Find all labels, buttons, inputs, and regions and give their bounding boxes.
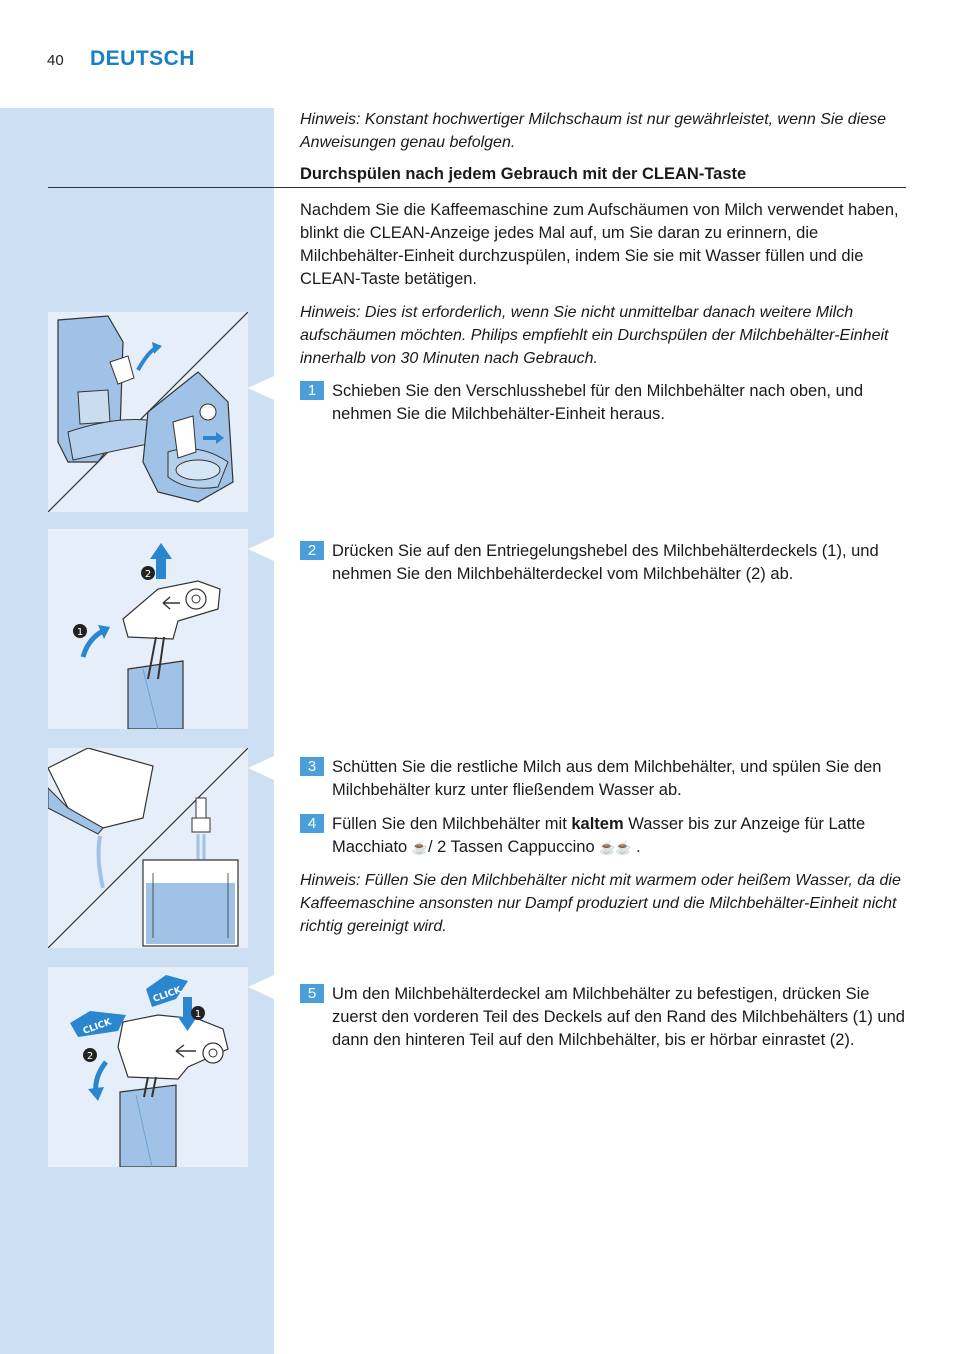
fig4-label-2: 2: [86, 1051, 94, 1062]
body-paragraph: Nachdem Sie die Kaffeemaschine zum Aufschäumen von Milch verwendet haben, blinkt die CLEAN-Anzeige jedes Mal auf, um Sie daran zu erinnern, die Milchbehälter-Einheit durchzuspülen, indem Sie sie mit Wasser füllen und die CLEAN-Taste betätigen.: [300, 201, 899, 288]
figure-rinse-fill: [48, 748, 248, 948]
step-number: 4: [300, 814, 324, 833]
step-text: Schütten Sie die restliche Milch aus dem Milchbehälter, und spülen Sie den Milchbehälter kurz unter fließendem Wasser ab.: [332, 758, 882, 799]
fig4-click-1: CLICK: [151, 985, 183, 1005]
intro-note: Hinweis: Konstant hochwertiger Milchschaum ist nur gewährleistet, wenn Sie diese Anweisungen genau befolgen.: [300, 111, 887, 151]
figure-attach-lid: [48, 967, 248, 1167]
figure-remove-lid: [48, 529, 248, 729]
heading-rule: [48, 187, 906, 188]
section-heading: Durchspülen nach jedem Gebrauch mit der CLEAN-Taste: [300, 165, 747, 183]
step-4: [300, 813, 906, 859]
note-rinse: Hinweis: Dies ist erforderlich, wenn Sie nicht unmittelbar danach weitere Milch aufschäumen möchten. Philips empfiehlt ein Durchspülen der Milchbehälter-Einheit innerhalb von 30 Minuten nach Gebrauch.: [300, 304, 889, 367]
step-number: 2: [300, 541, 324, 560]
fig4-click-2: CLICK: [81, 1017, 113, 1037]
note-cold-water: Hinweis: Füllen Sie den Milchbehälter nicht mit warmem oder heißem Wasser, da die Kaffeemaschine ansonsten nur Dampf produziert und die Milchbehälter-Einheit nicht richtig gereinigt wird.: [300, 872, 901, 935]
section-language-title: DEUTSCH: [90, 47, 196, 70]
latte-macchiato-icon: ☕: [411, 840, 428, 855]
figure-pointer: [248, 975, 274, 999]
step-text: Um den Milchbehälterdeckel am Milchbehälter zu befestigen, drücken Sie zuerst den vorderen Teil des Deckels auf den Rand des Milchbehälters (1) und dann den hinteren Teil auf den Milchbehälter, bis er hörbar einrastet (2).: [332, 985, 905, 1049]
step-number: 1: [300, 381, 324, 400]
step-number: 5: [300, 984, 324, 1003]
fig4-label-1: 1: [194, 1009, 202, 1020]
step-number: 3: [300, 757, 324, 776]
sidebar-band: [0, 108, 274, 1354]
figure-pointer: [248, 756, 274, 780]
fig2-label-1: 1: [76, 627, 84, 638]
fig2-label-2: 2: [144, 569, 152, 580]
figure-pointer: [248, 376, 274, 400]
step-text: Drücken Sie auf den Entriegelungshebel des Milchbehälterdeckels (1), und nehmen Sie den Milchbehälterdeckel vom Milchbehälter (2) ab.: [332, 542, 879, 583]
figure-remove-milk-unit: [48, 312, 248, 512]
step-text: Füllen Sie den Milchbehälter mit kaltem Wasser bis zur Anzeige für Latte Macchiato ☕/ 2 Tassen Cappuccino ☕☕ .: [332, 815, 866, 856]
step-text: Schieben Sie den Verschlusshebel für den Milchbehälter nach oben, und nehmen Sie die Milchbehälter-Einheit heraus.: [332, 382, 864, 423]
step-1: [300, 380, 906, 426]
step-3: [300, 756, 906, 802]
figure-pointer: [248, 537, 274, 561]
step-5: [300, 983, 906, 1052]
two-cups-cappuccino-icon: ☕☕: [599, 840, 632, 855]
page-number: 40: [47, 52, 64, 69]
step-2: [300, 540, 906, 586]
